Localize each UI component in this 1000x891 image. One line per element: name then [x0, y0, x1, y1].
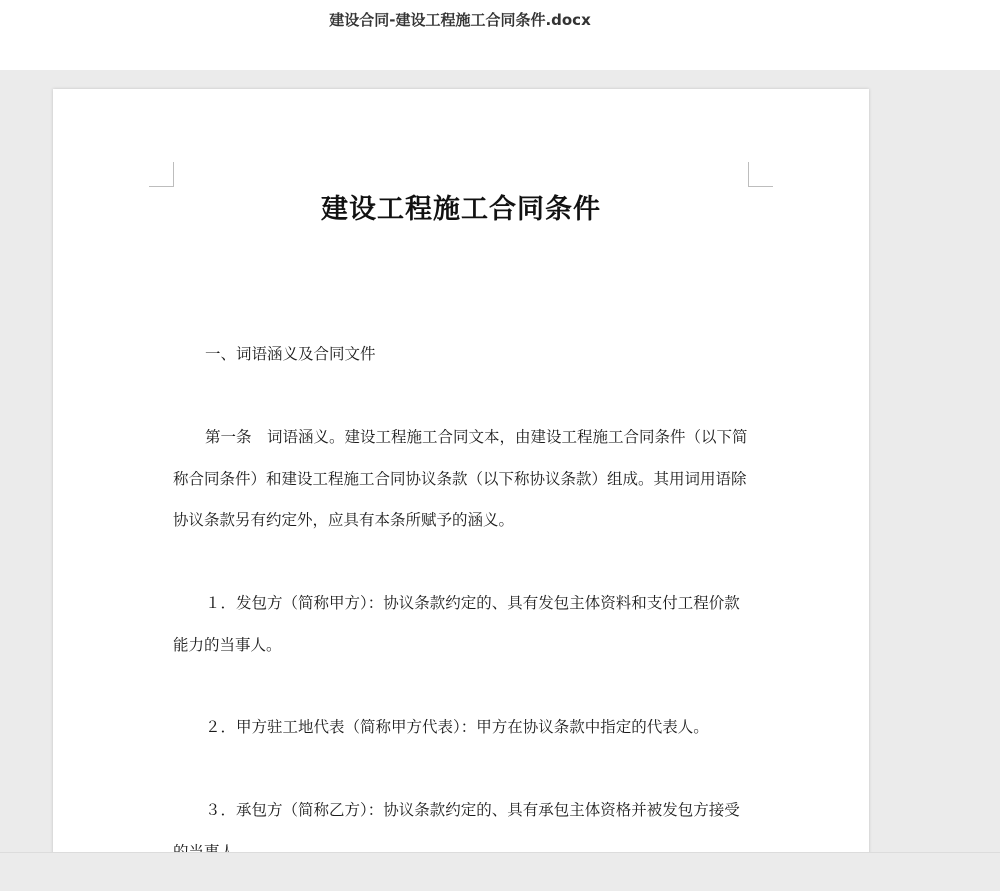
document-heading: 建设工程施工合同条件	[321, 194, 601, 225]
bottom-bar	[0, 852, 1000, 891]
document-page	[53, 89, 869, 890]
margin-corner-top-left	[149, 162, 174, 187]
paragraph-item-1: １．发包方（简称甲方）：协议条款约定的、具有发包主体资料和支付工程价款能力的当事人。	[173, 594, 740, 654]
margin-corner-top-right	[748, 162, 773, 187]
paragraph-article-1: 第一条 词语涵义。建设工程施工合同文本，由建设工程施工合同条件（以下简称合同条件）和建设工程施工合同协议条款（以下称协议条款）组成。其用词用语除协议条款另有约定外，应具有本条所赋予的涵义。	[173, 428, 748, 529]
paragraph-item-3: ３．承包方（简称乙方）：协议条款约定的、具有承包主体资格并被发包方接受	[205, 801, 740, 819]
section-title: 一、词语涵义及合同文件	[205, 345, 376, 363]
paragraph-item-2: ２．甲方驻工地代表（简称甲方代表）：甲方在协议条款中指定的代表人。	[205, 718, 709, 736]
title-bar	[0, 0, 1000, 70]
document-viewer[interactable]	[0, 70, 1000, 890]
document-file-title: 建设合同-建设工程施工合同条件.docx	[329, 11, 591, 29]
